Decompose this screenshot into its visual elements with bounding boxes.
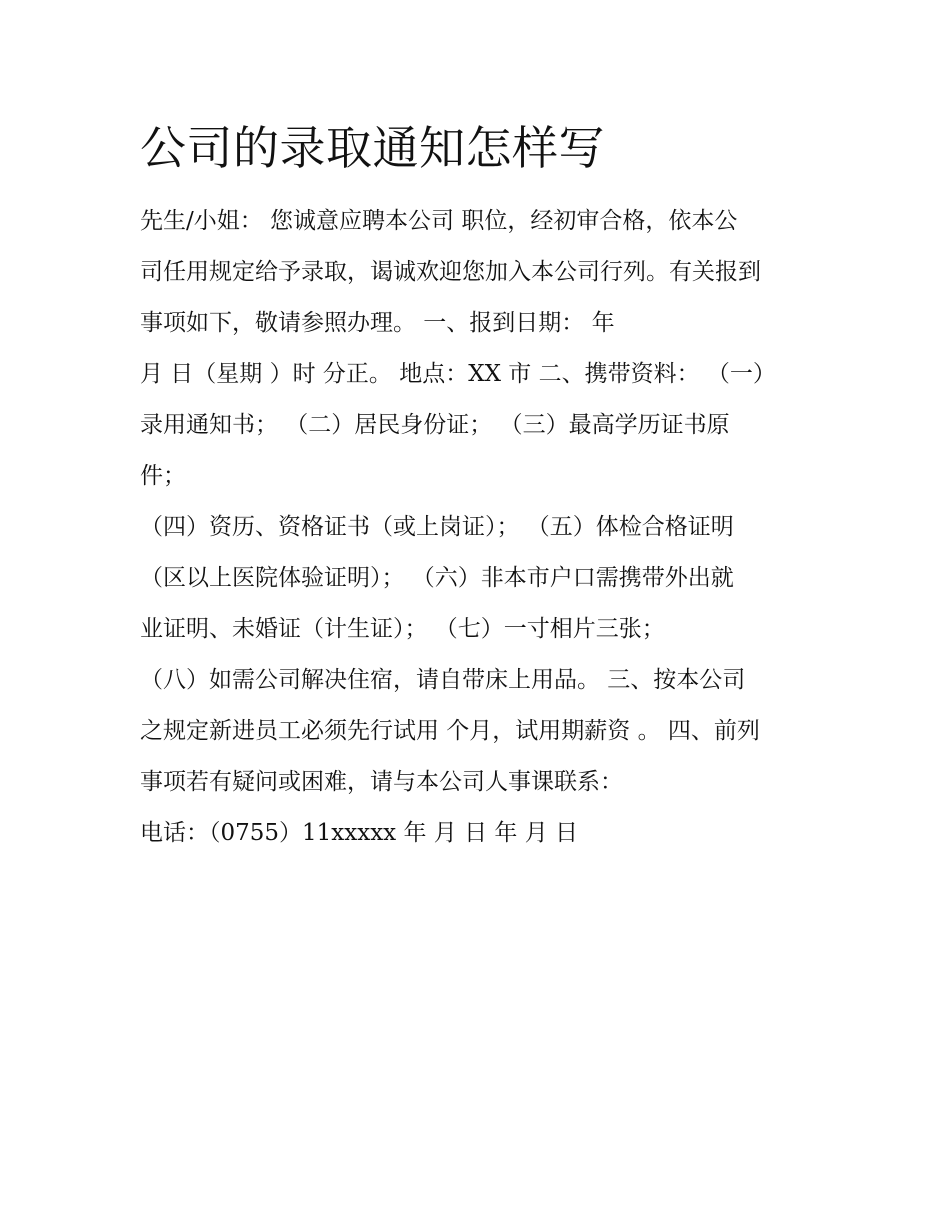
body-line: 录用通知书； （二）居民身份证； （三）最高学历证书原 [140,412,730,438]
body-line: 事项若有疑问或困难，请与本公司人事课联系： [140,769,623,795]
body-line: 事项如下，敬请参照办理。 一、报到日期： 年 [140,310,615,336]
body-line: 司任用规定给予录取，谒诚欢迎您加入本公司行列。有关报到 [140,259,761,285]
body-line: 件； [140,463,186,489]
document-body [140,196,840,859]
body-line: 先生/小姐： 您诚意应聘本公司 职位，经初审合格，依本公 [140,208,738,234]
body-line: 业证明、未婚证（计生证）； （七）一寸相片三张； [140,616,665,642]
body-line: （区以上医院体验证明）； （六）非本市户口需携带外出就 [140,565,734,591]
body-line: 之规定新进员工必须先行试用 个月，试用期薪资 。 四、前列 [140,718,760,744]
document-title: 公司的录取通知怎样写 [140,121,605,175]
body-line: （八）如需公司解决住宿，请自带床上用品。 三、按本公司 [140,667,746,693]
body-line: 电话：（0755）11xxxxx 年 月 日 年 月 日 [140,820,579,846]
body-line: （四）资历、资格证书（或上岗证）； （五）体检合格证明 [140,514,734,540]
body-line: 月 日（星期 ）时 分正。 地点：XX 市 二、携带资料： （一） [140,361,776,387]
